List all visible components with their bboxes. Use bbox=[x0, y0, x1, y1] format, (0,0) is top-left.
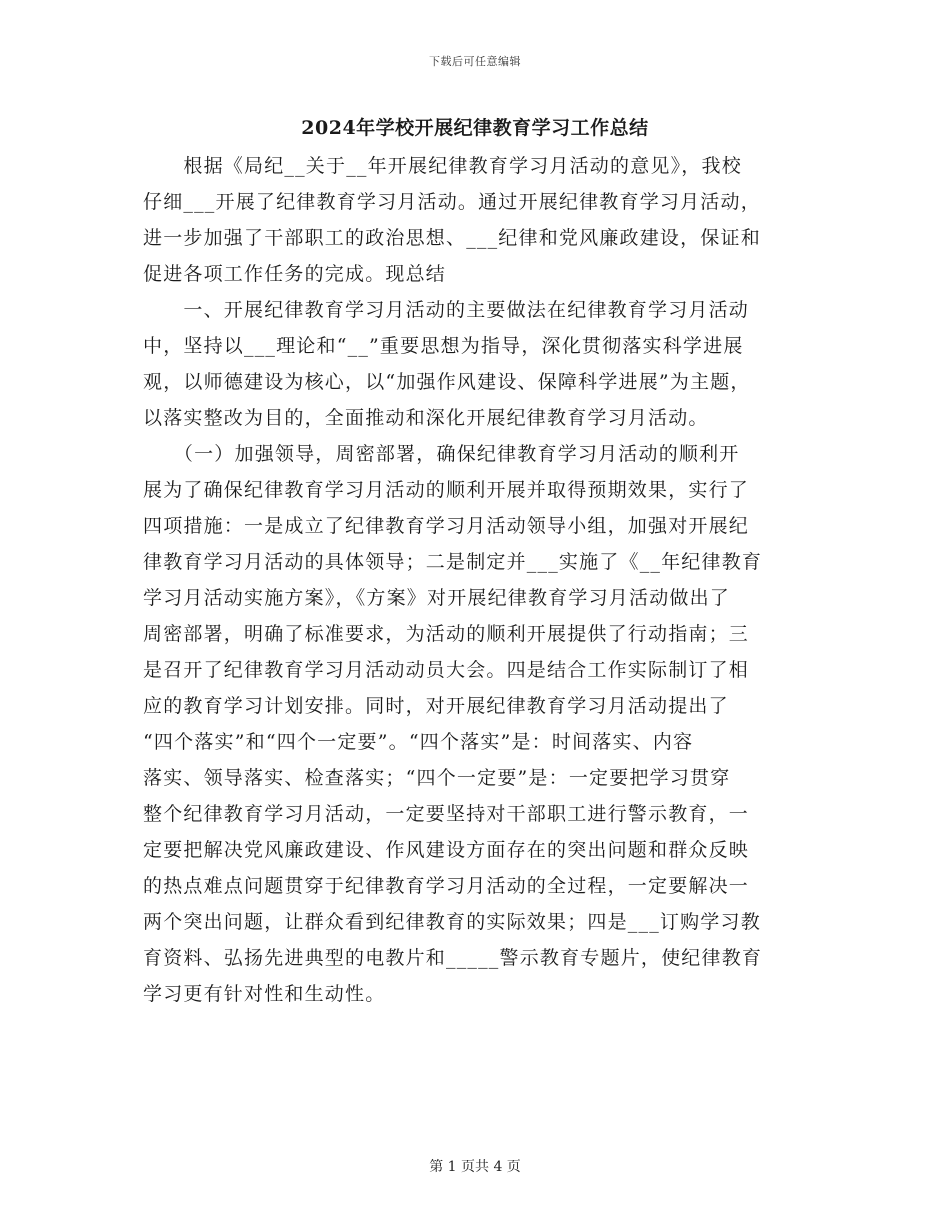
body-line: “四个落实”和“四个一定要”。“四个落实”是：时间落实、内容 bbox=[143, 731, 694, 753]
body-line: 一、开展纪律教育学习月活动的主要做法在纪律教育学习月活动 bbox=[143, 299, 750, 321]
body-line: 以落实整改为目的，全面推动和深化开展纪律教育学习月活动。 bbox=[143, 407, 709, 429]
page-footer: 第 1 页共 4 页 bbox=[429, 1159, 521, 1175]
body-line: 仔细___开展了纪律教育学习月活动。通过开展纪律教育学习月活动， bbox=[143, 191, 761, 213]
body-line: 育资料、弘扬先进典型的电教片和_____警示教育专题片，使纪律教育 bbox=[143, 947, 763, 969]
body-line: （一）加强领导，周密部署，确保纪律教育学习月活动的顺利开 bbox=[143, 443, 740, 465]
body-line: 学习月活动实施方案》，《方案》对开展纪律教育学习月活动做出了 bbox=[143, 587, 731, 609]
body-line: 落实、领导落实、检查落实；“四个一定要”是：一定要把学习贯穿 bbox=[143, 767, 731, 789]
body-line: 四项措施：一是成立了纪律教育学习月活动领导小组，加强对开展纪 bbox=[143, 515, 750, 537]
document-title: 2024年学校开展纪律教育学习工作总结 bbox=[301, 117, 649, 139]
body-line: 周密部署，明确了标准要求，为活动的顺利开展提供了行动指南；三 bbox=[143, 623, 750, 645]
header-note: 下载后可任意编辑 bbox=[429, 55, 521, 68]
body-line: 根据《局纪__关于__年开展纪律教育学习月活动的意见》，我校 bbox=[143, 155, 742, 177]
body-line: 律教育学习月活动的具体领导；二是制定并___实施了《__年纪律教育 bbox=[143, 551, 763, 573]
body-line: 整个纪律教育学习月活动，一定要坚持对干部职工进行警示教育，一 bbox=[143, 803, 750, 825]
body-line: 两个突出问题，让群众看到纪律教育的实际效果；四是___订购学习教 bbox=[143, 911, 761, 933]
body-line: 定要把解决党风廉政建设、作风建设方面存在的突出问题和群众反映 bbox=[143, 839, 750, 861]
body-line: 中，坚持以___理论和“__”重要思想为指导，深化贯彻落实科学进展 bbox=[143, 335, 744, 357]
body-line: 应的教育学习计划安排。同时，对开展纪律教育学习月活动提出了 bbox=[143, 695, 729, 717]
body-line: 进一步加强了干部职工的政治思想、___纪律和党风廉政建设，保证和 bbox=[143, 227, 761, 249]
body-line: 学习更有针对性和生动性。 bbox=[143, 983, 386, 1005]
body-line: 展为了确保纪律教育学习月活动的顺利开展并取得预期效果，实行了 bbox=[143, 479, 750, 501]
body-line: 观，以师德建设为核心，以“加强作风建设、保障科学进展”为主题， bbox=[143, 371, 751, 393]
body-line: 的热点难点问题贯穿于纪律教育学习月活动的全过程，一定要解决一 bbox=[143, 875, 750, 897]
body-line: 是召开了纪律教育学习月活动动员大会。四是结合工作实际制订了相 bbox=[143, 659, 750, 681]
document-body bbox=[143, 148, 807, 1012]
body-line: 促进各项工作任务的完成。现总结 bbox=[143, 263, 447, 285]
